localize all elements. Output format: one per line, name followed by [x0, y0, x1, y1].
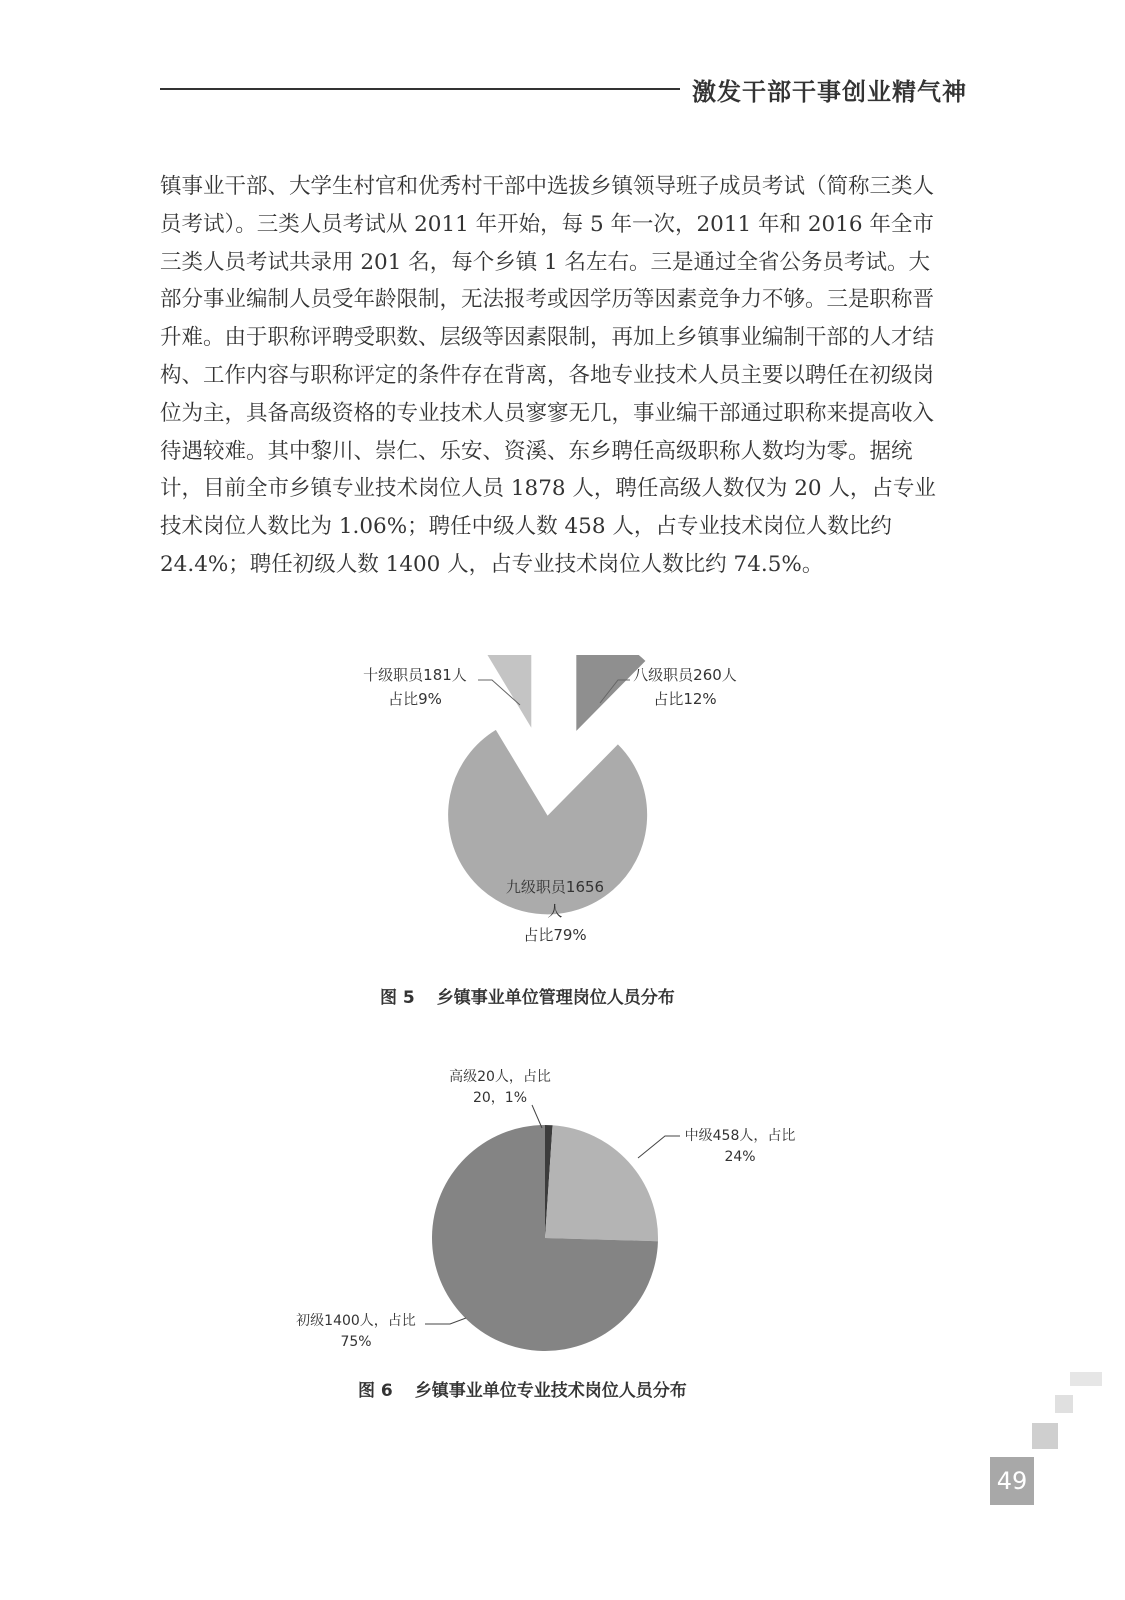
pie-slice-label: 高级20人，占比 20，1% — [449, 1069, 551, 1106]
figure-6-number: 图 6 — [358, 1381, 393, 1401]
figure-5-pie-chart — [330, 655, 790, 955]
pie-slice-label: 八级职员260人占比12% — [633, 666, 737, 708]
pie-slice-label: 初级1400人，占比 75% — [296, 1313, 416, 1350]
leader-line — [532, 1105, 542, 1128]
pie-slice-label: 十级职员181人占比9% — [363, 666, 467, 708]
body-text — [160, 168, 950, 584]
pie-slice-label: 九级职员1656 人占比79% — [505, 878, 605, 944]
decorative-square — [1032, 1423, 1058, 1449]
decorative-square — [1055, 1395, 1073, 1413]
leader-line — [425, 1318, 466, 1324]
figure-5-number: 图 5 — [380, 988, 415, 1008]
decorative-square — [1070, 1372, 1102, 1386]
figure-6-caption — [358, 1376, 687, 1401]
leader-line — [638, 1136, 680, 1158]
body-paragraph: 镇事业干部、大学生村官和优秀村干部中选拔乡镇领导班子成员考试（简称三类人员考试）。三类人员考试从 2011 年开始，每 5 年一次，2011 年和 2016 年全市三类人员考试共录用 201 名，每个乡镇 1 名左右。三是通过全省公务员考试。大部分事业编制人员受年龄限制，无法报考或因学历等因素竞争力不够。三是职称晋升难。由于职称评聘受职数、层级等因素限制，再加上乡镇事业编制干部的人才结构、工作内容与职称评定的条件存在背离，各地专业技术人员主要以聘任在初级岗位为主，具备高级资格的专业技术人员寥寥无几，事业编干部通过职称来提高收入待遇较难。其中黎川、崇仁、乐安、资溪、东乡聘任高级职称人数均为零。据统计，目前全市乡镇专业技术岗位人员 1878 人，聘任高级人数仅为 20 人，占专业技术岗位人数比为 1.06%；聘任中级人数 458 人，占专业技术岗位人数比约 24.4%；聘任初级人数 1400 人，占专业技术岗位人数比约 74.5%。 — [160, 174, 936, 577]
figure-6-pie-chart — [270, 1050, 830, 1360]
header-rule — [160, 88, 680, 90]
figure-5-caption — [380, 983, 675, 1008]
pie-slice-label: 中级458人，占比 24% — [684, 1128, 796, 1165]
figure-6-title: 乡镇事业单位专业技术岗位人员分布 — [414, 1381, 687, 1401]
figure-5-title: 乡镇事业单位管理岗位人员分布 — [436, 988, 675, 1008]
page-number: 49 — [990, 1457, 1034, 1505]
pie-slice — [545, 1125, 658, 1241]
running-header-title: 激发干部干事创业精气神 — [692, 78, 967, 106]
